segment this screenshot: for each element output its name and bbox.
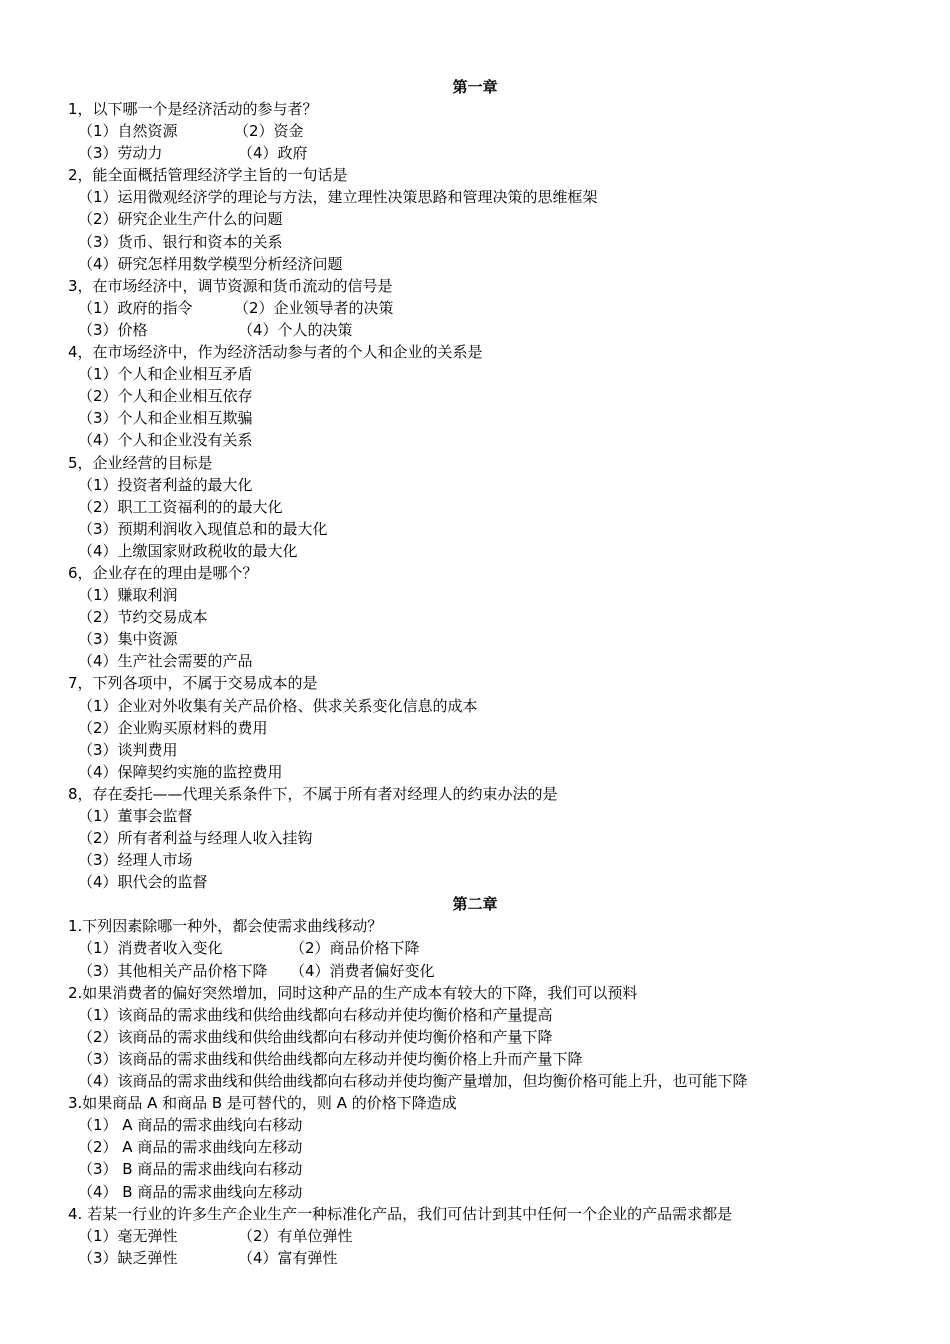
option-text: （2）有单位弹性 — [238, 1226, 353, 1245]
question-text: 2，能全面概括管理经济学主旨的一句话是 — [68, 166, 348, 185]
option-row — [68, 297, 928, 319]
option-text: （2）企业购买原材料的费用 — [78, 718, 268, 737]
option-text: （3）该商品的需求曲线和供给曲线都向左移动并使均衡价格上升而产量下降 — [78, 1049, 583, 1068]
option-text: （1） A 商品的需求曲线向右移动 — [78, 1116, 303, 1135]
option-text: （2）商品价格下降 — [290, 939, 420, 958]
option-text: （3）劳动力 — [78, 144, 163, 163]
document-body — [68, 76, 928, 1269]
chapter-title: 第一章 — [452, 78, 498, 96]
option-text: （4）个人和企业没有关系 — [78, 431, 253, 450]
option-text: （2）所有者利益与经理人收入挂钩 — [78, 829, 313, 848]
option-text: （4）个人的决策 — [238, 320, 353, 339]
option-text: （3）缺乏弹性 — [78, 1248, 178, 1267]
option-text: （4）保障契约实施的监控费用 — [78, 762, 283, 781]
option-row — [68, 1247, 928, 1269]
option-text: （2） A 商品的需求曲线向左移动 — [78, 1138, 303, 1157]
option-text: （4）生产社会需要的产品 — [78, 652, 253, 671]
option-text: （1）自然资源 — [78, 122, 178, 141]
option-text: （2）节约交易成本 — [78, 608, 208, 627]
option-text: （3）其他相关产品价格下降 — [78, 961, 268, 980]
question-text: 3.如果商品 A 和商品 B 是可替代的，则 A 的价格下降造成 — [68, 1094, 457, 1113]
option-text: （4）研究怎样用数学模型分析经济问题 — [78, 254, 343, 273]
option-text: （1）个人和企业相互矛盾 — [78, 365, 253, 384]
option-text: （3）货币、银行和资本的关系 — [78, 232, 283, 251]
option-text: （4）政府 — [238, 144, 308, 163]
option-row — [68, 960, 928, 982]
option-text: （4）该商品的需求曲线和供给曲线都向右移动并使均衡产量增加，但均衡价格可能上升，也可能下降 — [78, 1072, 748, 1091]
option-text: （4）上缴国家财政税收的最大化 — [78, 541, 298, 560]
option-text: （1）政府的指令 — [78, 298, 193, 317]
option-text: （3）个人和企业相互欺骗 — [78, 409, 253, 428]
option-text: （3）预期利润收入现值总和的最大化 — [78, 519, 328, 538]
option-text: （1）赚取利润 — [78, 586, 178, 605]
option-text: （2）资金 — [234, 122, 304, 141]
option-text: （4）消费者偏好变化 — [290, 961, 435, 980]
option-row — [68, 142, 928, 164]
question-text: 8，存在委托——代理关系条件下，不属于所有者对经理人的约束办法的是 — [68, 784, 558, 803]
option-text: （4） B 商品的需求曲线向左移动 — [78, 1182, 303, 1201]
question-text: 3，在市场经济中，调节资源和货币流动的信号是 — [68, 276, 393, 295]
option-text: （3） B 商品的需求曲线向右移动 — [78, 1160, 303, 1179]
option-text: （2）该商品的需求曲线和供给曲线都向右移动并使均衡价格和产量下降 — [78, 1027, 553, 1046]
option-text: （3）谈判费用 — [78, 740, 178, 759]
option-text: （3）价格 — [78, 320, 148, 339]
option-row — [68, 319, 928, 341]
question-text: 5，企业经营的目标是 — [68, 453, 213, 472]
option-text: （1）投资者利益的最大化 — [78, 475, 253, 494]
option-text: （2）个人和企业相互依存 — [78, 387, 253, 406]
option-row — [68, 120, 928, 142]
option-text: （1）毫无弹性 — [78, 1226, 178, 1245]
option-text: （2）研究企业生产什么的问题 — [78, 210, 283, 229]
question-text: 1，以下哪一个是经济活动的参与者？ — [68, 100, 318, 118]
question-text: 1.下列因素除哪一种外，都会使需求曲线移动？ — [68, 917, 383, 936]
question-text: 4. 若某一行业的许多生产企业生产一种标准化产品，我们可估计到其中任何一个企业的产品需求都是 — [68, 1204, 733, 1223]
option-text: （3）集中资源 — [78, 630, 178, 649]
option-text: （1）董事会监督 — [78, 807, 193, 825]
option-text: （1）消费者收入变化 — [78, 939, 223, 958]
option-text: （4）富有弹性 — [238, 1248, 338, 1267]
option-text: （3）经理人市场 — [78, 851, 193, 870]
option-text: （2）职工工资福利的的最大化 — [78, 497, 283, 516]
option-text: （2）企业领导者的决策 — [234, 298, 394, 317]
option-text: （1）运用微观经济学的理论与方法，建立理性决策思路和管理决策的思维框架 — [78, 188, 598, 207]
option-row — [68, 937, 928, 959]
option-row — [68, 1225, 928, 1247]
question-text: 7，下列各项中，不属于交易成本的是 — [68, 674, 318, 693]
question-text: 2.如果消费者的偏好突然增加，同时这种产品的生产成本有较大的下降，我们可以预料 — [68, 983, 638, 1002]
option-text: （1）企业对外收集有关产品价格、供求关系变化信息的成本 — [78, 696, 478, 715]
question-text: 6，企业存在的理由是哪个？ — [68, 563, 258, 582]
option-text: （1）该商品的需求曲线和供给曲线都向右移动并使均衡价格和产量提高 — [78, 1005, 553, 1024]
chapter-title: 第二章 — [452, 895, 498, 914]
question-text: 4，在市场经济中，作为经济活动参与者的个人和企业的关系是 — [68, 343, 483, 362]
option-text: （4）职代会的监督 — [78, 873, 208, 892]
